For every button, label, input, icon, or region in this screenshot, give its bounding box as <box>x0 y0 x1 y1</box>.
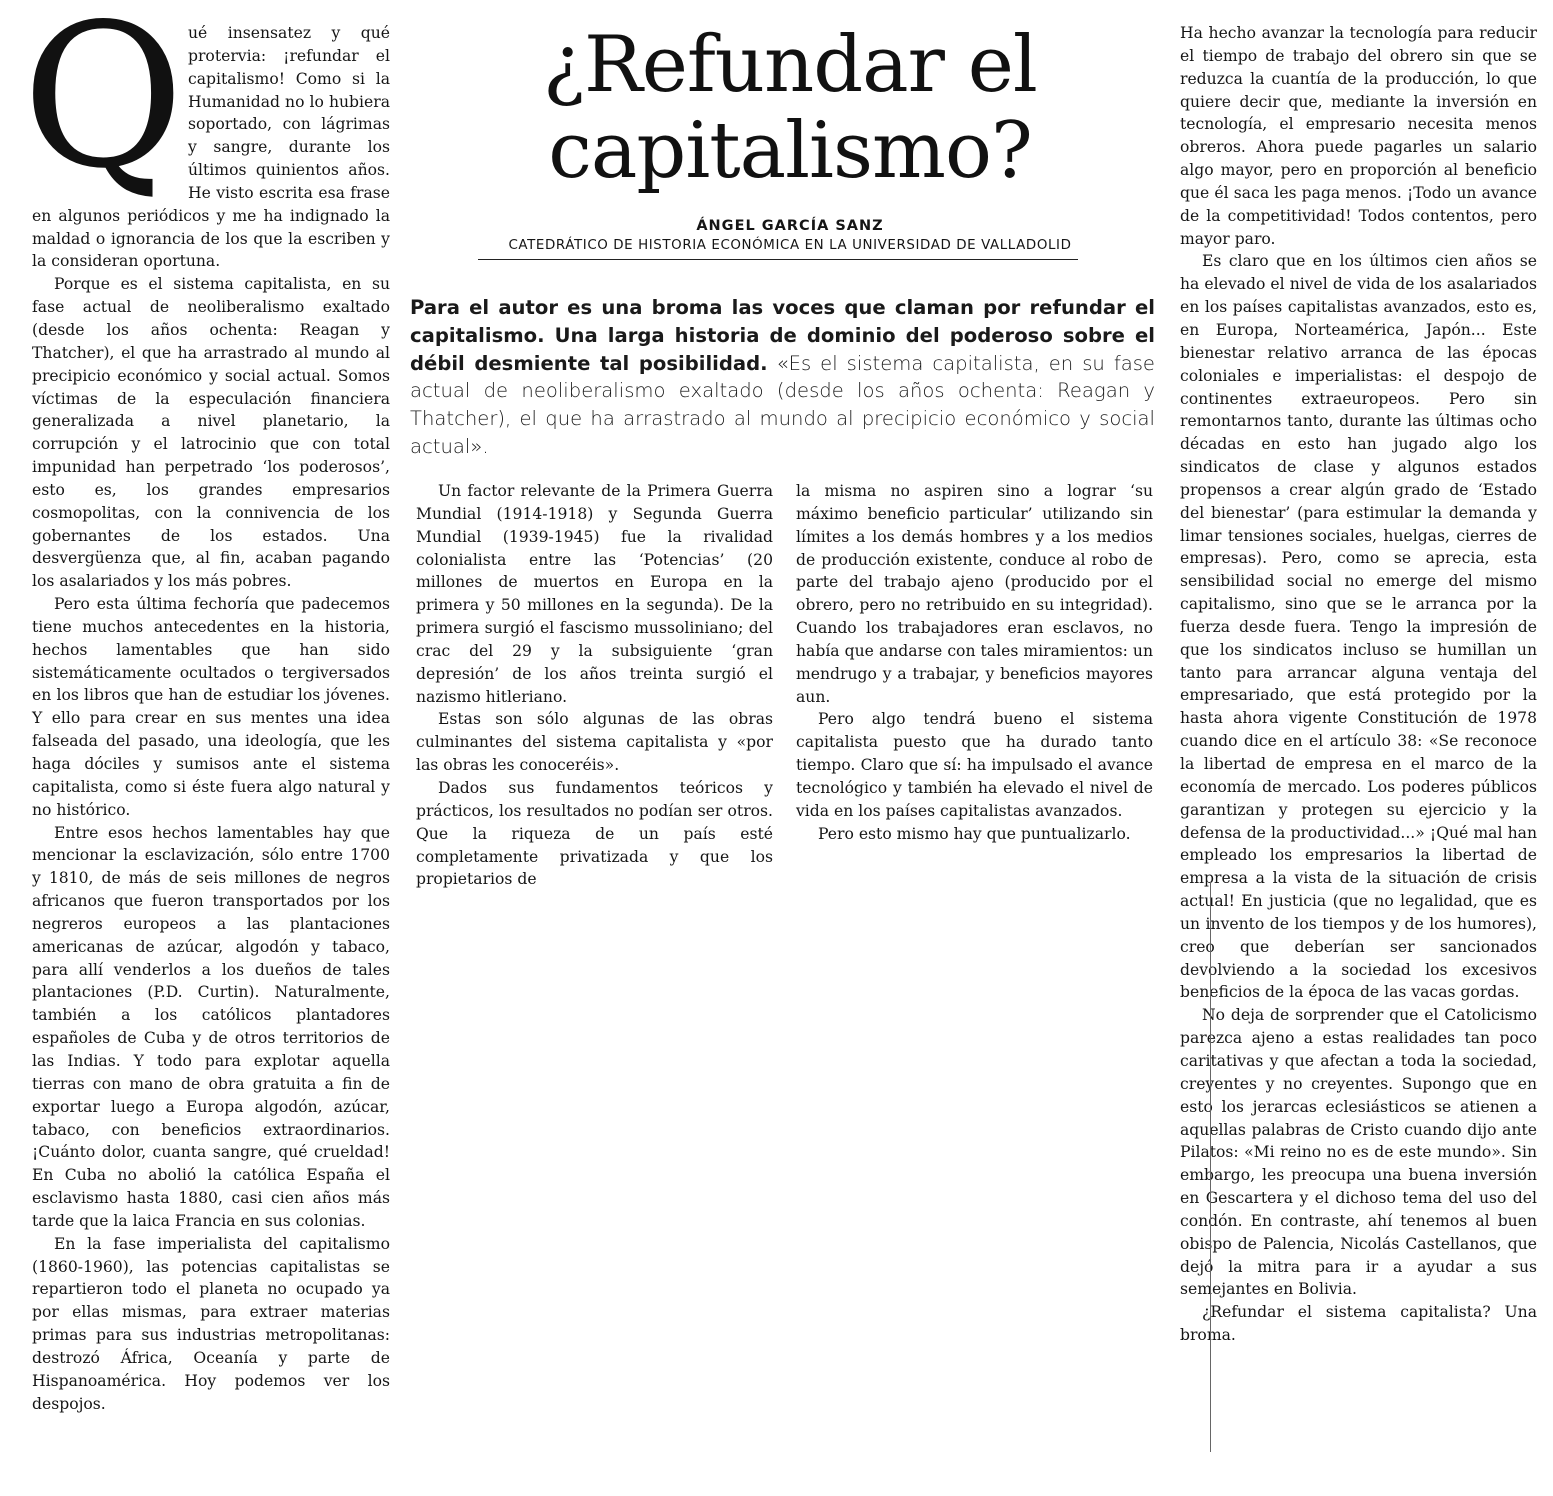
headline-text: ¿Refundar el capitalismo? <box>543 20 1037 196</box>
column-1 <box>22 0 390 1415</box>
drop-cap: Q <box>22 0 185 212</box>
paragraph <box>22 0 390 273</box>
lead-bold: Para el autor es una broma las voces que claman por refundar el capitalismo. Una larga historia de dominio del poderoso sobre el débil desmiente tal posibilidad. <box>410 296 1155 375</box>
lead-paragraph <box>410 294 1155 461</box>
column-4 <box>1180 22 1537 1347</box>
paragraph: Entre esos hechos lamentables hay que mencionar la esclavización, sólo entre 1700 y 1810, de más de seis millones de negros africanos que fueron transportados por los negreros europeos a las plantaciones americanas de azúcar, algodón y tabaco, para allí venderlos a los dueños de tales plantaciones (P.D. Curtin). Naturalmente, también a los católicos plantadores españoles de Cuba y de otros territorios de las Indias. Y todo para explotar aquella tierras con mano de obra gratuita a fin de exportar luego a Europa algodón, azúcar, tabaco, con beneficios extraordinarios. ¡Cuánto dolor, cuanta sangre, qué crueldad! En Cuba no abolió la católica España el esclavismo hasta 1880, casi cien años más tarde que la laica Francia en sus colonias. <box>32 823 390 1230</box>
column-divider <box>1210 882 1211 1452</box>
article-header <box>410 10 1170 253</box>
column-2 <box>416 480 773 891</box>
paragraph: la misma no aspiren sino a lograr ‘su máximo beneficio particular’ utilizando sin límites a los demás hombres y a los medios de producción existente, conduce al robo de parte del trabajo ajeno (producido por el obrero, pero no retribuido en su integridad). Cuando los trabajadores eran esclavos, no había que andarse con tales miramientos: un mendrugo y a trabajar, y beneficios mayores aun. <box>796 482 1153 706</box>
paragraph: Porque es el sistema capitalista, en su fase actual de neoliberalismo exaltado (desde los años ochenta: Reagan y Thatcher), el que ha arrastrado al mundo al precipicio económico y social actual. Somos víctimas de la especulación financiera generalizada a nivel planetario, la corrupción y el latrocinio que con total impunidad han perpetrado ‘los poderosos’, esto es, los grandes empresarios cosmopolitas, con la connivencia de los gobernantes de los estados. Una desvergüenza que, al fin, acaban pagando los asalariados y los más pobres. <box>32 275 390 591</box>
header-rule <box>478 259 1078 260</box>
author-name: ÁNGEL GARCÍA SANZ <box>696 218 884 234</box>
column-3 <box>796 480 1153 846</box>
paragraph: Dados sus fundamentos teóricos y prácticos, los resultados no podían ser otros. Que la riqueza de un país esté completamente privatizada y que los propietarios de <box>416 778 773 889</box>
paragraph: Pero esta última fechoría que padecemos tiene muchos antecedentes en la historia, hechos lamentables que han sido sistemáticamente ocultados o tergiversados en los libros que han de estudiar los jóvenes. Y ello para crear en sus mentes una idea falseada del pasado, una ideología, que les haga dóciles y sumisos ante el sistema capitalista, como si éste fuera algo natural y no histórico. <box>32 595 390 819</box>
paragraph: Estas son sólo algunas de las obras culminantes del sistema capitalista y «por las obras les conoceréis». <box>416 710 773 775</box>
paragraph: Pero algo tendrá bueno el sistema capitalista puesto que ha durado tanto tiempo. Claro que sí: ha impulsado el avance tecnológico y también ha elevado el nivel de vida en los países capitalistas avanzados. <box>796 710 1153 820</box>
lead-quote: «Es el sistema capitalista, en su fase actual de neoliberalismo exaltado (desde los años ochenta: Reagan y Thatcher), el que ha arrastrado al mundo al precipicio económico y social actual». <box>410 351 1155 458</box>
paragraph: Es claro que en los últimos cien años se ha elevado el nivel de vida de los asalariados en los países capitalistas avanzados, esto es, en Europa, Norteamérica, Japón... Este bienestar relativo arranca de las épocas coloniales e imperialistas: el despojo de continentes extraeuropeos. Pero sin remontarnos tanto, durante las últimas ocho décadas en esto han jugado algo los sindicatos de clase y algunos estados propensos a crear algún grado de ‘Estado del bienestar’ (para estimular la demanda y limar tensiones sociales, huelgas, cierres de empresas). Pero, como se aprecia, esta sensibilidad social no emerge del mismo capitalismo, sino que se le arranca por la fuerza desde fuera. Tengo la impresión de que los sindicatos incluso se humillan un tanto para arrancar alguna ventaja del empresariado, que está protegido por la hasta ahora vigente Constitución de 1978 cuando dice en el artículo 38: «Se reconoce la libertad de empresa en el marco de la economía de mercado. Los poderes públicos garantizan y protegen su ejercicio y la defensa de la productividad...» ¡Qué mal han empleado los empresarios la libertad de empresa a la vista de la situación de crisis actual! En justicia (que no legalidad, que es un invento de los tiempos y de los humores), creo que deberían ser sancionados devolviendo a la sociedad los excesivos beneficios de la época de las vacas gordas. <box>1180 252 1537 1002</box>
paragraph: Pero esto mismo hay que puntualizarlo. <box>818 824 1131 843</box>
paragraph-text: ué insensatez y qué protervia: ¡refundar el capitalismo! Como si la Humanidad no lo hubiera soportado, con lágrimas y sangre, durante los últimos quinientos años. He visto escrita esa frase en algunos periódicos y me ha indignado la maldad o ignorancia de los que la escriben y la consideran oportuna. <box>32 24 390 271</box>
paragraph: En la fase imperialista del capitalismo (1860-1960), las potencias capitalistas se repartieron todo el planeta no ocupado ya por ellas mismas, para extraer materias primas para sus industrias metropolitanas: destrozó África, Oceanía y parte de Hispanoamérica. Hoy podemos ver los despojos. <box>32 1234 390 1413</box>
paragraph: Un factor relevante de la Primera Guerra Mundial (1914-1918) y Segunda Guerra Mundial (1939-1945) fue la rivalidad colonialista entre las ‘Potencias’ (20 millones de muertos en Europa en la primera y 50 millones en la segunda). De la primera surgió el fascismo mussoliniano; del crac del 29 y la subsiguiente ‘gran depresión’ de los años treinta surgió el nazismo hitleriano. <box>416 482 773 706</box>
headline <box>410 22 1170 194</box>
author-role: CATEDRÁTICO DE HISTORIA ECONÓMICA EN LA UNIVERSIDAD DE VALLADOLID <box>508 238 1072 253</box>
paragraph: ¿Refundar el sistema capitalista? Una broma. <box>1180 1303 1537 1345</box>
paragraph: Ha hecho avanzar la tecnología para reducir el tiempo de trabajo del obrero sin que se reduzca la cuantía de la producción, lo que quiere decir que, mediante la inversión en tecnología, el empresario necesita menos obreros. Ahora puede pagarles un salario algo mayor, pero en proporción al beneficio que él saca les paga menos. ¡Todo un avance de la competitividad! Todos contentos, pero mayor paro. <box>1180 24 1537 248</box>
paragraph: No deja de sorprender que el Catolicismo parezca ajeno a estas realidades tan poco caritativas y que afectan a toda la sociedad, creyentes y no creyentes. Supongo que en esto los jerarcas eclesiásticos se atienen a aquellas palabras de Cristo cuando dijo ante Pilatos: «Mi reino no es de este mundo». Sin embargo, les preocupa una buena inversión en Gescartera y el dichoso tema del uso del condón. En contraste, ahí tenemos al buen obispo de Palencia, Nicolás Castellanos, que dejó la mitra para ir a ayudar a sus semejantes en Bolivia. <box>1180 1006 1537 1299</box>
